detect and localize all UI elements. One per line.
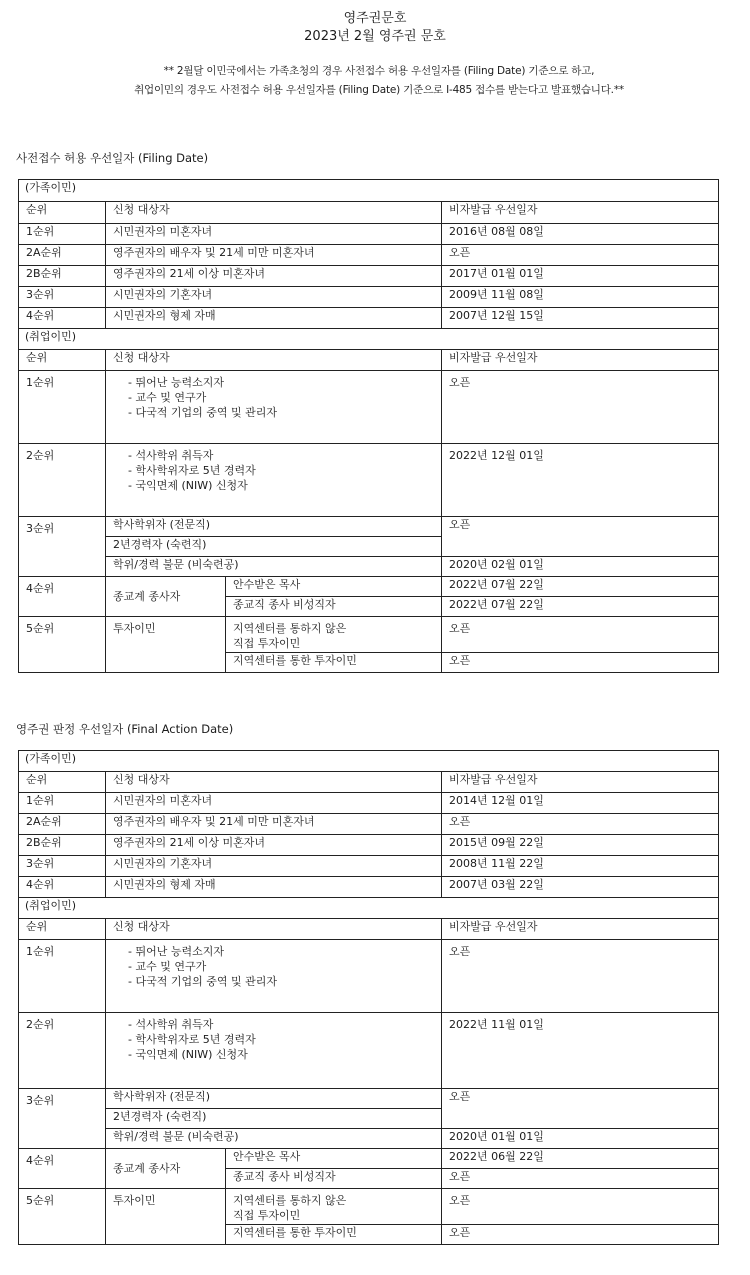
table-row [19, 793, 719, 814]
target-cell: 학사학위자 (전문직) [106, 1089, 442, 1109]
target-cell: 시민권자의 기혼자녀 [106, 856, 442, 877]
table-row [19, 266, 719, 287]
date-cell: 오픈 [442, 1169, 719, 1189]
target-cell [106, 444, 442, 517]
table-row [19, 287, 719, 308]
date-cell: 2020년 02월 01일 [442, 557, 719, 577]
date-cell: 2015년 09월 22일 [442, 835, 719, 856]
date-cell: 2022년 12월 01일 [442, 444, 719, 517]
table-row [19, 1013, 719, 1089]
family-immigration-label: (가족이민) [19, 751, 719, 772]
date-cell: 오픈 [442, 1225, 719, 1245]
table-row [19, 517, 719, 537]
table-row [19, 856, 719, 877]
target-line: 지역센터를 통하지 않은 [233, 1194, 347, 1207]
rank-cell: 4순위 [19, 308, 106, 329]
group-cell: 투자이민 [106, 617, 226, 673]
date-cell [442, 537, 719, 557]
date-cell: 2022년 07월 22일 [442, 597, 719, 617]
rank-cell: 2순위 [19, 444, 106, 517]
rank-cell: 1순위 [19, 224, 106, 245]
rank-header: 순위 [19, 919, 106, 940]
date-cell: 2008년 11월 22일 [442, 856, 719, 877]
rank-cell: 4순위 [19, 1149, 106, 1189]
date-cell [442, 1109, 719, 1129]
rank-cell: 3순위 [19, 1089, 106, 1149]
target-cell: 시민권자의 형제 자매 [106, 308, 442, 329]
rank-cell: 3순위 [19, 287, 106, 308]
date-cell: 2022년 06월 22일 [442, 1149, 719, 1169]
target-cell: 시민권자의 미혼자녀 [106, 793, 442, 814]
target-cell: 영주권자의 21세 이상 미혼자녀 [106, 835, 442, 856]
rank-cell: 1순위 [19, 940, 106, 1013]
list-item: - 교수 및 연구가 [128, 391, 207, 404]
date-cell: 2007년 12월 15일 [442, 308, 719, 329]
family-immigration-label: (가족이민) [19, 180, 719, 202]
target-cell: 시민권자의 미혼자녀 [106, 224, 442, 245]
target-cell [226, 1189, 442, 1225]
target-header: 신청 대상자 [106, 772, 442, 793]
table-row [19, 444, 719, 517]
rank-cell: 2순위 [19, 1013, 106, 1089]
table-row [19, 245, 719, 266]
target-cell: 영주권자의 21세 이상 미혼자녀 [106, 266, 442, 287]
table-row [19, 1189, 719, 1225]
date-header: 비자발급 우선일자 [442, 919, 719, 940]
list-item: - 석사학위 취득자 [128, 1018, 214, 1031]
group-cell: 종교계 종사자 [106, 1149, 226, 1189]
target-cell: 영주권자의 배우자 및 21세 미만 미혼자녀 [106, 814, 442, 835]
page-title: 영주권문호 [343, 11, 407, 26]
table-header-row [19, 772, 719, 793]
list-item: - 뛰어난 능력소지자 [128, 945, 224, 958]
target-cell: 2년경력자 (숙련직) [106, 1109, 442, 1129]
target-cell: 지역센터를 통한 투자이민 [226, 653, 442, 673]
target-cell: 영주권자의 배우자 및 21세 미만 미혼자녀 [106, 245, 442, 266]
date-cell: 오픈 [442, 653, 719, 673]
target-cell: 시민권자의 형제 자매 [106, 877, 442, 898]
target-cell: 학사학위자 (전문직) [106, 517, 442, 537]
list-item: - 교수 및 연구가 [128, 960, 207, 973]
date-header: 비자발급 우선일자 [442, 350, 719, 371]
target-cell [226, 617, 442, 653]
filing-date-section-title: 사전접수 허용 우선일자 (Filing Date) [16, 151, 209, 165]
target-line: 직접 투자이민 [233, 1209, 301, 1222]
date-cell: 오픈 [442, 617, 719, 653]
date-cell: 오픈 [442, 1089, 719, 1109]
list-item: - 국익면제 (NIW) 신청자 [128, 1048, 248, 1061]
note-line: 취업이민의 경우도 사전접수 허용 우선일자를 (Filing Date) 기준으로 I-485 접수를 받는다고 발표했습니다.** [134, 84, 624, 96]
rank-cell: 2B순위 [19, 835, 106, 856]
table-row [19, 877, 719, 898]
rank-cell: 4순위 [19, 577, 106, 617]
date-header: 비자발급 우선일자 [442, 202, 719, 224]
rank-cell: 2B순위 [19, 266, 106, 287]
date-header: 비자발급 우선일자 [442, 772, 719, 793]
rank-cell: 1순위 [19, 371, 106, 444]
target-cell: 시민권자의 기혼자녀 [106, 287, 442, 308]
table-header-row [19, 919, 719, 940]
target-header: 신청 대상자 [106, 919, 442, 940]
table-row [19, 814, 719, 835]
list-item: - 학사학위자로 5년 경력자 [128, 464, 256, 477]
rank-header: 순위 [19, 202, 106, 224]
table-row [19, 617, 719, 653]
list-item: - 학사학위자로 5년 경력자 [128, 1033, 256, 1046]
date-cell: 2017년 01월 01일 [442, 266, 719, 287]
table-row [19, 224, 719, 245]
table-header-row [19, 202, 719, 224]
date-cell: 오픈 [442, 371, 719, 444]
date-cell: 오픈 [442, 517, 719, 537]
group-cell: 종교계 종사자 [106, 577, 226, 617]
final-action-section-title: 영주권 판정 우선일자 (Final Action Date) [16, 722, 234, 736]
target-cell [106, 371, 442, 444]
target-cell: 학위/경력 불문 (비숙련공) [106, 557, 442, 577]
target-cell: 안수받은 목사 [226, 1149, 442, 1169]
date-cell: 2020년 01월 01일 [442, 1129, 719, 1149]
table-row [19, 835, 719, 856]
rank-cell: 2A순위 [19, 814, 106, 835]
list-item: - 다국적 기업의 중역 및 관리자 [128, 975, 277, 988]
target-cell: 종교직 종사 비성직자 [226, 597, 442, 617]
date-cell: 오픈 [442, 940, 719, 1013]
target-line: 지역센터를 통하지 않은 [233, 622, 347, 635]
table-row [19, 577, 719, 597]
employment-immigration-label: (취업이민) [19, 898, 719, 919]
note-line: ** 2월달 이민국에서는 가족초청의 경우 사전접수 허용 우선일자를 (Filing Date) 기준으로 하고, [163, 65, 595, 77]
rank-cell: 3순위 [19, 856, 106, 877]
announcement-note [14, 62, 744, 100]
rank-header: 순위 [19, 772, 106, 793]
table-row [19, 1149, 719, 1169]
target-cell: 종교직 종사 비성직자 [226, 1169, 442, 1189]
table-row [19, 1109, 719, 1129]
date-cell: 2007년 03월 22일 [442, 877, 719, 898]
date-cell: 2014년 12월 01일 [442, 793, 719, 814]
table-row [19, 1089, 719, 1109]
date-cell: 2016년 08월 08일 [442, 224, 719, 245]
table-row [19, 1129, 719, 1149]
date-cell: 오픈 [442, 814, 719, 835]
target-cell [106, 1013, 442, 1089]
target-line: 직접 투자이민 [233, 637, 301, 650]
group-cell: 투자이민 [106, 1189, 226, 1245]
table-header-row [19, 350, 719, 371]
rank-cell: 4순위 [19, 877, 106, 898]
table-row [19, 371, 719, 444]
list-item: - 뛰어난 능력소지자 [128, 376, 224, 389]
page-subtitle: 2023년 2월 영주권 문호 [304, 29, 446, 44]
list-item: - 석사학위 취득자 [128, 449, 214, 462]
rank-cell: 2A순위 [19, 245, 106, 266]
filing-date-table [18, 179, 718, 673]
rank-cell: 3순위 [19, 517, 106, 577]
target-cell: 학위/경력 불문 (비숙련공) [106, 1129, 442, 1149]
table-row [19, 557, 719, 577]
date-cell: 오픈 [442, 245, 719, 266]
date-cell: 2022년 11월 01일 [442, 1013, 719, 1089]
rank-header: 순위 [19, 350, 106, 371]
rank-cell: 5순위 [19, 1189, 106, 1245]
list-item: - 국익면제 (NIW) 신청자 [128, 479, 248, 492]
target-cell [106, 940, 442, 1013]
final-action-table [18, 750, 718, 1245]
target-cell: 안수받은 목사 [226, 577, 442, 597]
rank-cell: 5순위 [19, 617, 106, 673]
date-cell: 2022년 07월 22일 [442, 577, 719, 597]
date-cell: 2009년 11월 08일 [442, 287, 719, 308]
target-header: 신청 대상자 [106, 202, 442, 224]
target-cell: 2년경력자 (숙련직) [106, 537, 442, 557]
target-cell: 지역센터를 통한 투자이민 [226, 1225, 442, 1245]
date-cell: 오픈 [442, 1189, 719, 1225]
target-header: 신청 대상자 [106, 350, 442, 371]
table-row [19, 308, 719, 329]
rank-cell: 1순위 [19, 793, 106, 814]
list-item: - 다국적 기업의 중역 및 관리자 [128, 406, 277, 419]
table-row [19, 940, 719, 1013]
table-row [19, 537, 719, 557]
employment-immigration-label: (취업이민) [19, 329, 719, 350]
